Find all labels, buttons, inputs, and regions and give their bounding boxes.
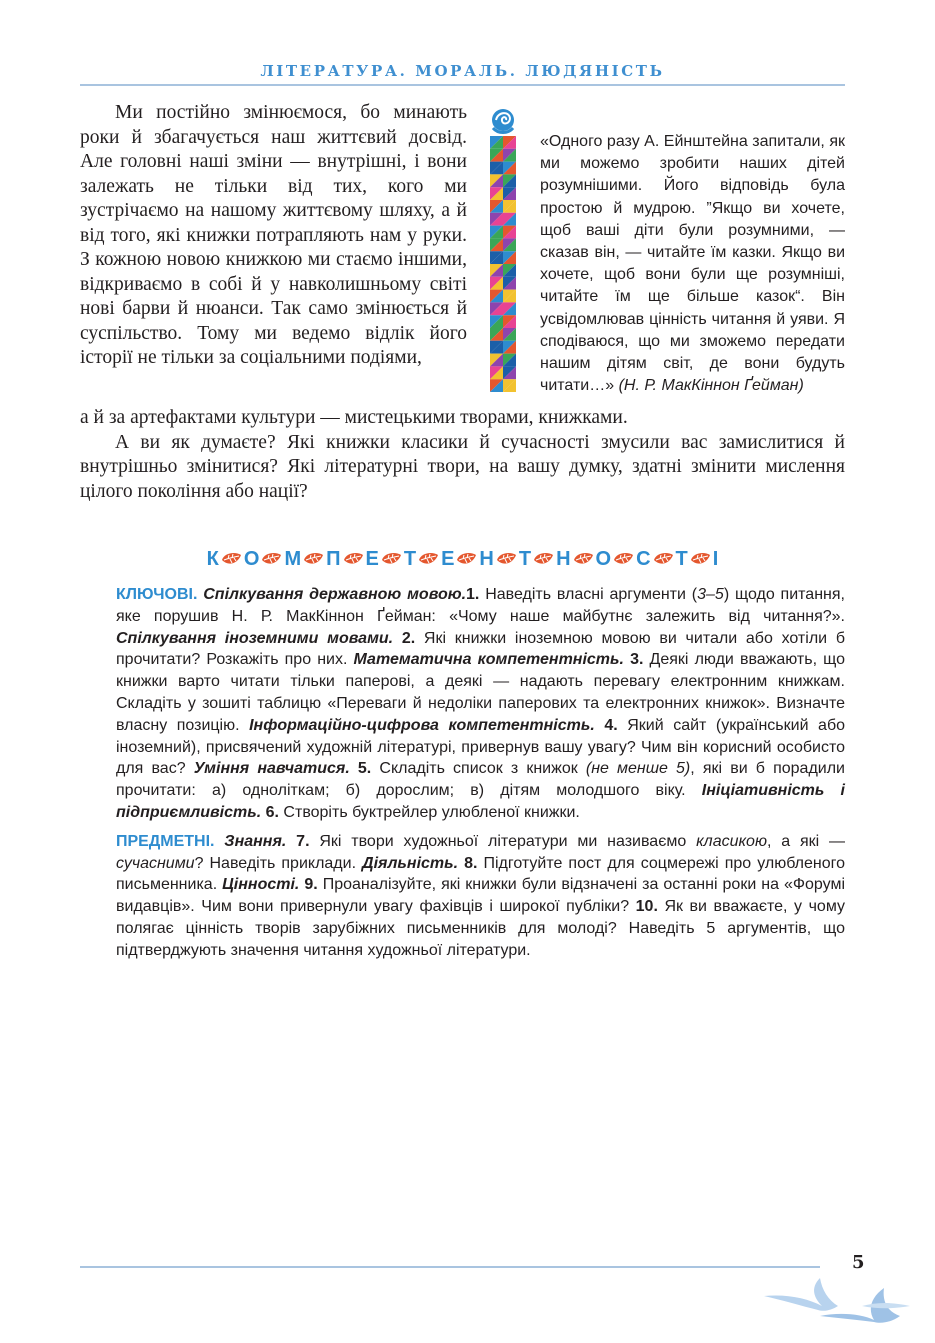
ornament-tiles — [490, 136, 516, 392]
heading-letter: Т — [403, 547, 417, 570]
competencies-heading — [80, 546, 845, 572]
heading-letter: Т — [518, 547, 532, 570]
leaf-icon — [418, 551, 439, 568]
leaf-icon — [496, 551, 517, 568]
task-5-text-b: , які ви б порадили прочитати: а) одноліткам; б) дорослим; в) дітям молодшого віку. — [116, 760, 845, 800]
leaf-icon — [303, 551, 324, 568]
c1-title: Спілкування державною мовою. — [203, 586, 467, 603]
heading-letter: К — [206, 547, 219, 570]
ornament-swirl — [492, 109, 514, 133]
s3-title: Цінності. — [222, 876, 300, 894]
footer-rule — [80, 1266, 820, 1268]
subject-label: ПРЕДМЕТНІ. — [116, 832, 215, 850]
intro-paragraph-left — [80, 101, 467, 371]
task-5-number: 5. — [349, 760, 372, 778]
task-8-text: Підготуйте пост для соцмережі про улюбленого письменника. — [116, 854, 845, 894]
paragraph-1: Ми постійно змінюємося, бо минають роки й збагачується наш життєвий досвід. Але головні наші зміни — внутрішні, і вони залежать не тільки від тих, кого ми зустрічаємо на нашому життєвому шляху, а й від того, які книжки потрапляють нам у руки. З кожною новою книжкою ми стаємо іншими, відкриваємо в собі й у навколишньому світі нові барви й нюанси. Так само змінюється й суспільство. Тому ми ведемо відлік його історії не тільки за соціальними подіями, — [80, 102, 467, 368]
task-10-text: Як ви вважаєте, у чому полягає цінність творів зарубіжних письменників для молоді? Наведіть 5 аргументів, що підтверджують значення читання художньої літератури. — [116, 898, 846, 959]
task-3-text: Деякі люди вважають, що книжки варто читати тільки паперові, а деякі — надають перевагу електронним книжкам. Складіть у зошиті таблицю «Переваги й недоліки паперових та електронних книжок». Визначте власну позицію. — [116, 651, 845, 734]
page-number: 5 — [852, 1252, 865, 1273]
heading-letter: Н — [556, 547, 571, 570]
leaf-icon — [690, 551, 711, 568]
task-1-range: 3–5 — [697, 586, 724, 603]
task-6-number: 6. — [261, 803, 279, 821]
heading-letter: О — [595, 547, 612, 570]
task-7-text-b: , а які — — [766, 832, 845, 850]
task-7-number: 7. — [286, 832, 310, 850]
heading-letter: П — [326, 547, 341, 570]
intro-continuation — [80, 406, 845, 504]
subject-competencies — [116, 831, 845, 962]
task-9-number: 9. — [299, 876, 318, 894]
leaf-icon — [261, 551, 282, 568]
leaf-icon — [573, 551, 594, 568]
task-7-classic: класикою — [696, 832, 767, 850]
paragraph-2: А ви як думаєте? Які книжки класики й сучасності змусили вас замислитися й внутрішньо змінитися? Які літературні твори, на вашу думку, здатні змінити мислення цілого покоління або нації? — [80, 431, 845, 502]
task-7-text: Які твори художньої літератури ми називаємо — [309, 832, 697, 850]
leaf-icon — [613, 551, 634, 568]
heading-letter: Е — [365, 547, 379, 570]
quote-attribution: (Н. Р. МакКіннон Ґейман) — [618, 377, 804, 395]
task-10-number: 10. — [635, 898, 658, 916]
header-rule — [80, 84, 845, 86]
c2-title: Спілкування іноземними мовами. — [116, 629, 394, 647]
leaf-icon — [456, 551, 477, 568]
task-8-number: 8. — [458, 854, 478, 872]
heading-letter: Т — [675, 547, 688, 570]
key-label: КЛЮЧОВІ. — [116, 586, 198, 603]
c3-title: Математична компетентність. — [353, 651, 624, 669]
task-6-text: Створіть буктрейлер улюбленої книжки. — [278, 803, 580, 821]
c6-title: Ініціативність і підприємливість. — [116, 782, 846, 821]
leaf-icon — [343, 551, 364, 568]
leaf-icon — [533, 551, 554, 568]
task-4-text: Який сайт (український або іноземний), присвячений художній літературі, привернув вашу увагу? Чим він корисний особисто для вас? — [116, 716, 845, 778]
task-1-number: 1. — [466, 586, 480, 603]
paragraph-1-continuation: а й за артефактами культури — мистецькими творами, книжками. — [80, 407, 628, 428]
task-1-text: Наведіть власні аргументи ( — [479, 586, 698, 603]
key-competencies — [116, 584, 845, 824]
task-5-note: (не менше 5) — [585, 760, 691, 778]
task-5-text: Складіть список з книжок — [371, 760, 586, 778]
task-7-modern: сучасними — [116, 854, 195, 872]
task-4-number: 4. — [594, 716, 618, 734]
task-2-number: 2. — [393, 629, 416, 647]
heading-letter: Е — [441, 547, 455, 570]
heading-letter: М — [284, 547, 302, 570]
s2-title: Діяльність. — [362, 854, 459, 872]
embroidery-strip-icon — [490, 106, 516, 392]
task-3-number: 3. — [623, 651, 644, 669]
leaf-icon — [653, 551, 674, 568]
leaf-icon — [381, 551, 402, 568]
heading-letter: І — [712, 547, 719, 570]
leaf-icon — [221, 551, 242, 568]
task-1-text-b: ) щодо питання, яке порушив Н. Р. МакКіннон Ґейман: «Чому наше майбутнє залежить від читання?». — [116, 586, 845, 625]
quote-text: «Одного разу А. Ейнштейна запитали, як ми можемо зробити наших дітей розумнішими. Його відповідь була простою й мудрою. ”Якщо ви хочете, щоб ваші діти були розумними, — сказав він, — читайте їм казки. Якщо ви хочете, щоб вони були ще розумніші, читайте їм ще більше казок“. Він усвідомлював цінність читання й уяви. Я сподіваюся, що ми зможемо передати нашим дітям світ, де вони будуть читати…» — [540, 133, 845, 395]
competency-tasks — [116, 584, 845, 969]
s1-title: Знання. — [224, 832, 287, 850]
heading-letter: С — [636, 547, 651, 570]
task-9-text: Проаналізуйте, які книжки були відзначені за останні роки на «Форумі видавців». Чим вони привернули увагу фахівців і широкої публіки? — [116, 876, 846, 916]
c5-title: Уміння навчатися. — [193, 760, 350, 778]
task-2-text: Які книжки іноземною мовою ви читали або хотіли б прочитати? Розкажіть про них. — [116, 629, 845, 669]
einstein-quote — [540, 131, 845, 397]
heading-letter: Н — [479, 547, 494, 570]
heading-letter: О — [243, 547, 260, 570]
flying-birds-icon — [762, 1276, 912, 1328]
task-7-text-c: ? Наведіть приклади. — [194, 854, 363, 872]
c4-title: Інформаційно-цифрова компетентність. — [249, 716, 595, 734]
running-title: ЛІТЕРАТУРА. МОРАЛЬ. ЛЮДЯНІСТЬ — [260, 62, 665, 80]
